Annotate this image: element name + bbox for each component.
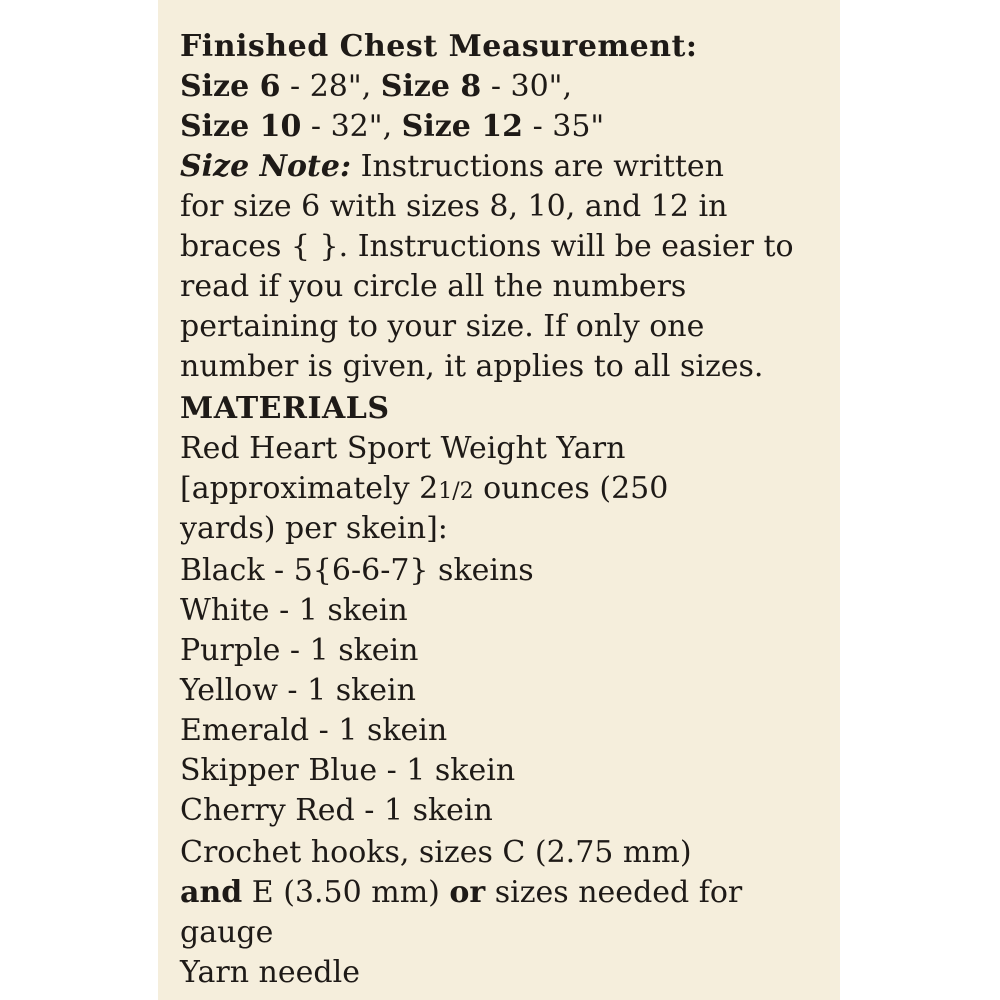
yarn-line [180, 470, 668, 511]
size-label: Size 12 [401, 109, 524, 144]
size-note-text: Instructions are written [351, 149, 724, 184]
hook-size: E (3.50 mm) [242, 875, 450, 910]
size-note-line: braces { }. Instructions will be easier to [180, 229, 794, 264]
size-value: - 28", [280, 69, 381, 104]
chest-line-2 [180, 108, 604, 146]
color-item-black: Black - 5{6-6-7} skeins [180, 553, 534, 588]
size-note-line: for size 6 with sizes 8, 10, and 12 in [180, 189, 728, 224]
chest-heading: Finished Chest Measurement: [180, 29, 698, 64]
color-item-skipper-blue: Skipper Blue - 1 skein [180, 753, 516, 788]
size-note-label: Size Note: [180, 149, 352, 184]
color-item-purple: Purple - 1 skein [180, 633, 419, 668]
fraction-half: 1/2 [438, 479, 474, 504]
and-word: and [180, 875, 243, 910]
pattern-page [158, 0, 840, 1000]
size-note-line: read if you circle all the numbers [180, 269, 687, 304]
hooks-tail: sizes needed for [485, 875, 743, 910]
size-value: - 35" [523, 109, 605, 144]
yarn-needle-item: Yarn needle [180, 955, 360, 990]
size-value: - 32", [301, 109, 402, 144]
hooks-line [180, 874, 742, 912]
yarn-line: yards) per skein]: [180, 511, 448, 546]
color-item-white: White - 1 skein [180, 593, 408, 628]
yarn-text: [approximately 2 [180, 471, 439, 506]
yarn-line: Red Heart Sport Weight Yarn [180, 431, 626, 466]
materials-heading: MATERIALS [180, 391, 390, 426]
chest-line-1 [180, 68, 572, 106]
size-note-line: number is given, it applies to all sizes. [180, 349, 764, 384]
size-note-line [180, 148, 724, 186]
size-label: Size 10 [180, 109, 302, 144]
color-item-yellow: Yellow - 1 skein [180, 673, 416, 708]
color-item-cherry-red: Cherry Red - 1 skein [180, 793, 493, 828]
size-label: Size 8 [380, 69, 482, 104]
color-item-emerald: Emerald - 1 skein [180, 713, 448, 748]
or-word: or [449, 875, 486, 910]
size-note-line: pertaining to your size. If only one [180, 309, 705, 344]
size-value: - 30", [481, 69, 573, 104]
hooks-line: Crochet hooks, sizes C (2.75 mm) [180, 835, 692, 870]
yarn-text: ounces (250 [473, 471, 669, 506]
hooks-line: gauge [180, 915, 274, 950]
size-label: Size 6 [180, 69, 281, 104]
